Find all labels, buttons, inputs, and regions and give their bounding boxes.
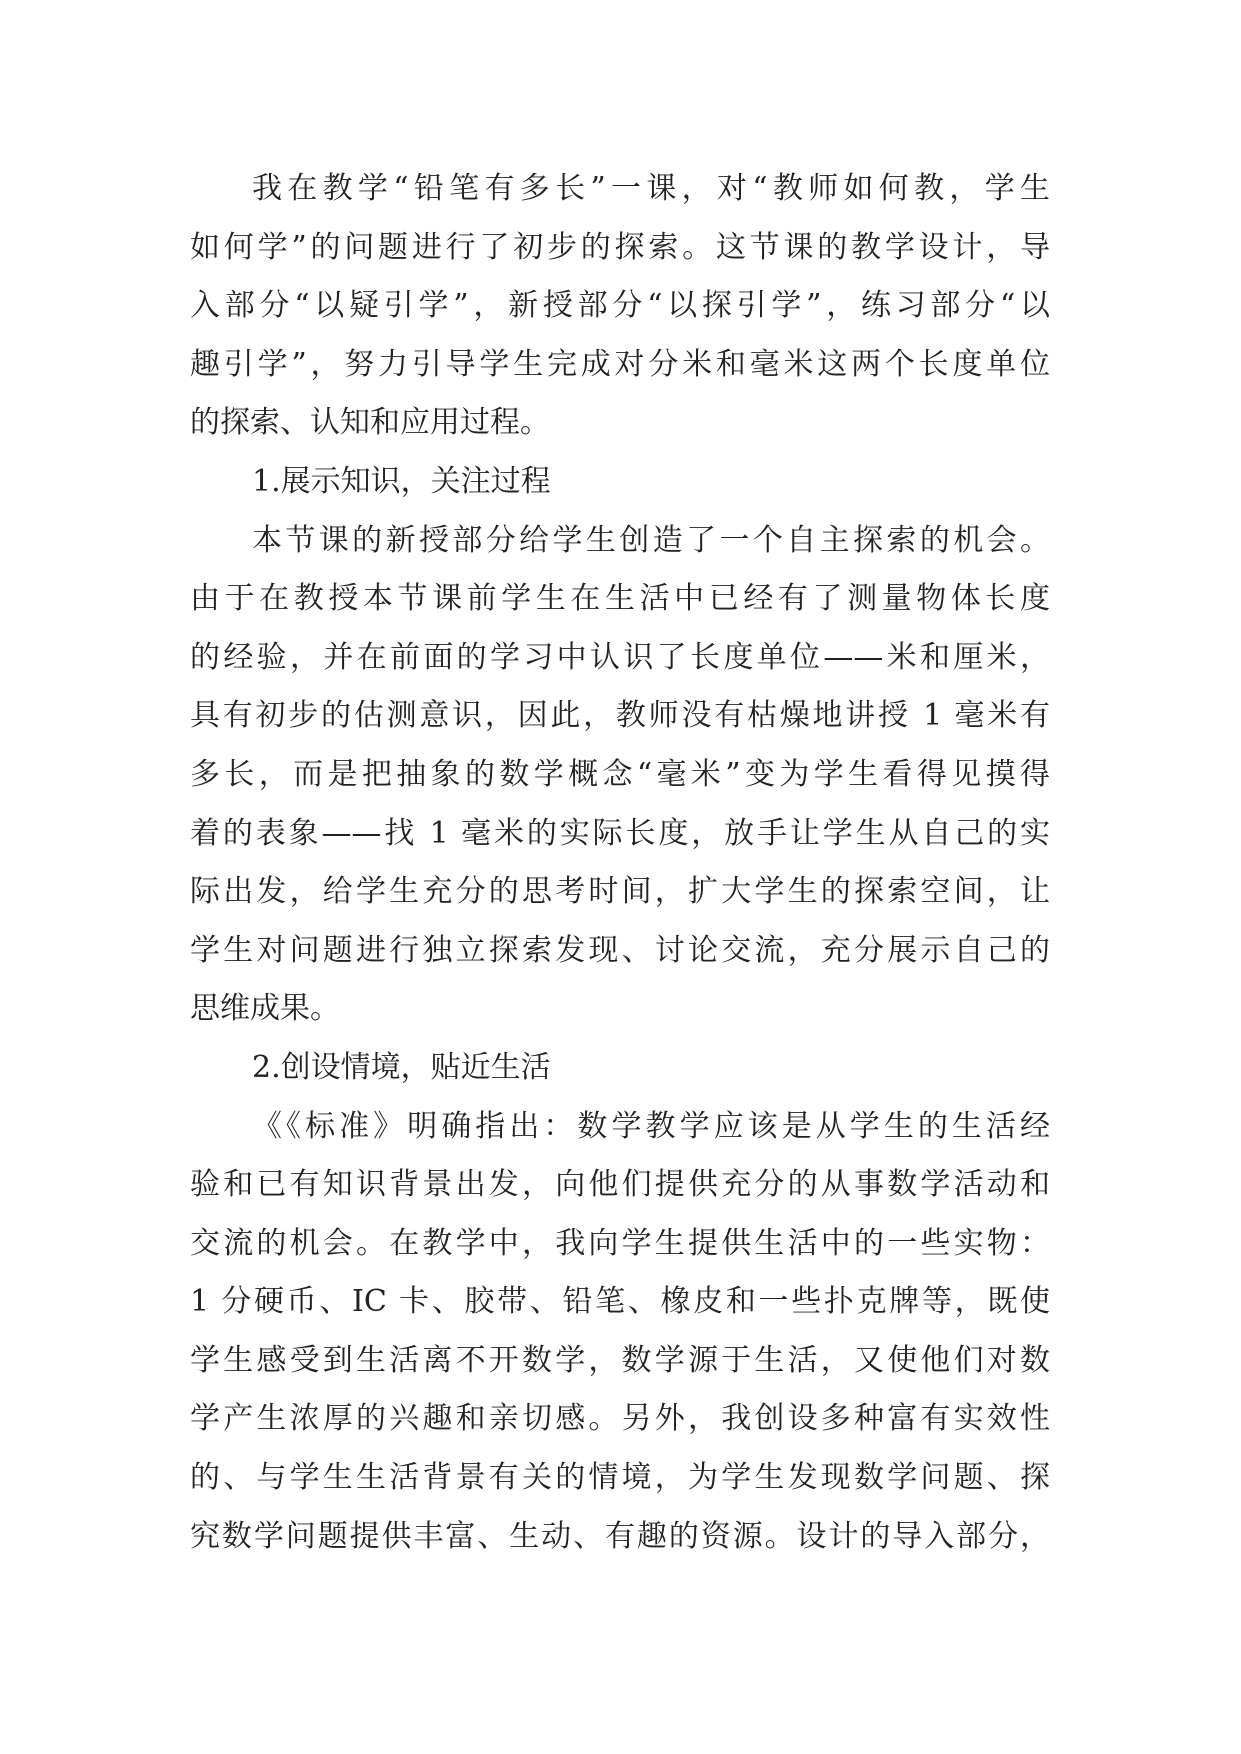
paragraph-2-line-9: 思维成果。 bbox=[190, 991, 340, 1027]
paragraph-1-line-2: 如何学”的问题进行了初步的探索。这节课的教学设计，导 bbox=[190, 229, 1050, 265]
section-heading-1: 1.展示知识，关注过程 bbox=[252, 463, 551, 499]
paragraph-1-line-4: 趣引学”，努力引导学生完成对分米和毫米这两个长度单位 bbox=[190, 346, 1050, 382]
paragraph-3-line-4: 1 分硬币、IC 卡、胶带、铅笔、橡皮和一些扑克牌等，既使 bbox=[190, 1284, 1050, 1320]
paragraph-2-line-8: 学生对问题进行独立探索发现、讨论交流，充分展示自己的 bbox=[190, 932, 1050, 968]
paragraph-3-line-2: 验和已有知识背景出发，向他们提供充分的从事数学活动和 bbox=[190, 1167, 1050, 1203]
paragraph-2-line-4: 具有初步的估测意识，因此，教师没有枯燥地讲授 1 毫米有 bbox=[190, 698, 1050, 734]
paragraph-2-line-5: 多长，而是把抽象的数学概念“毫米”变为学生看得见摸得 bbox=[190, 756, 1050, 792]
paragraph-1-line-3: 入部分“以疑引学”，新授部分“以探引学”，练习部分“以 bbox=[190, 288, 1050, 324]
paragraph-2-line-7: 际出发，给学生充分的思考时间，扩大学生的探索空间，让 bbox=[190, 874, 1050, 910]
paragraph-2-line-3: 的经验，并在前面的学习中认识了长度单位——米和厘米， bbox=[190, 639, 1050, 675]
paragraph-2-line-2: 由于在教授本节课前学生在生活中已经有了测量物体长度 bbox=[190, 581, 1050, 617]
document-body bbox=[190, 160, 1050, 1566]
paragraph-2-line-6: 着的表象——找 1 毫米的实际长度，放手让学生从自己的实 bbox=[190, 815, 1050, 851]
paragraph-3-line-7: 的、与学生生活背景有关的情境，为学生发现数学问题、探 bbox=[190, 1460, 1050, 1496]
paragraph-1-line-5: 的探索、认知和应用过程。 bbox=[190, 405, 550, 441]
section-heading-2: 2.创设情境，贴近生活 bbox=[252, 1049, 551, 1085]
paragraph-3-line-6: 学产生浓厚的兴趣和亲切感。另外，我创设多种富有实效性 bbox=[190, 1401, 1050, 1437]
paragraph-3-line-5: 学生感受到生活离不开数学，数学源于生活，又使他们对数 bbox=[190, 1342, 1050, 1378]
paragraph-3-line-8: 究数学问题提供丰富、生动、有趣的资源。设计的导入部分， bbox=[190, 1518, 1050, 1554]
paragraph-3-line-1: 《《标准》明确指出：数学教学应该是从学生的生活经 bbox=[252, 1108, 1050, 1144]
paragraph-1-line-1: 我在教学“铅笔有多长”一课，对“教师如何教，学生 bbox=[252, 171, 1050, 206]
paragraph-3-line-3: 交流的机会。在教学中，我向学生提供生活中的一些实物： bbox=[190, 1225, 1050, 1261]
paragraph-2-line-1: 本节课的新授部分给学生创造了一个自主探索的机会。 bbox=[252, 522, 1050, 558]
